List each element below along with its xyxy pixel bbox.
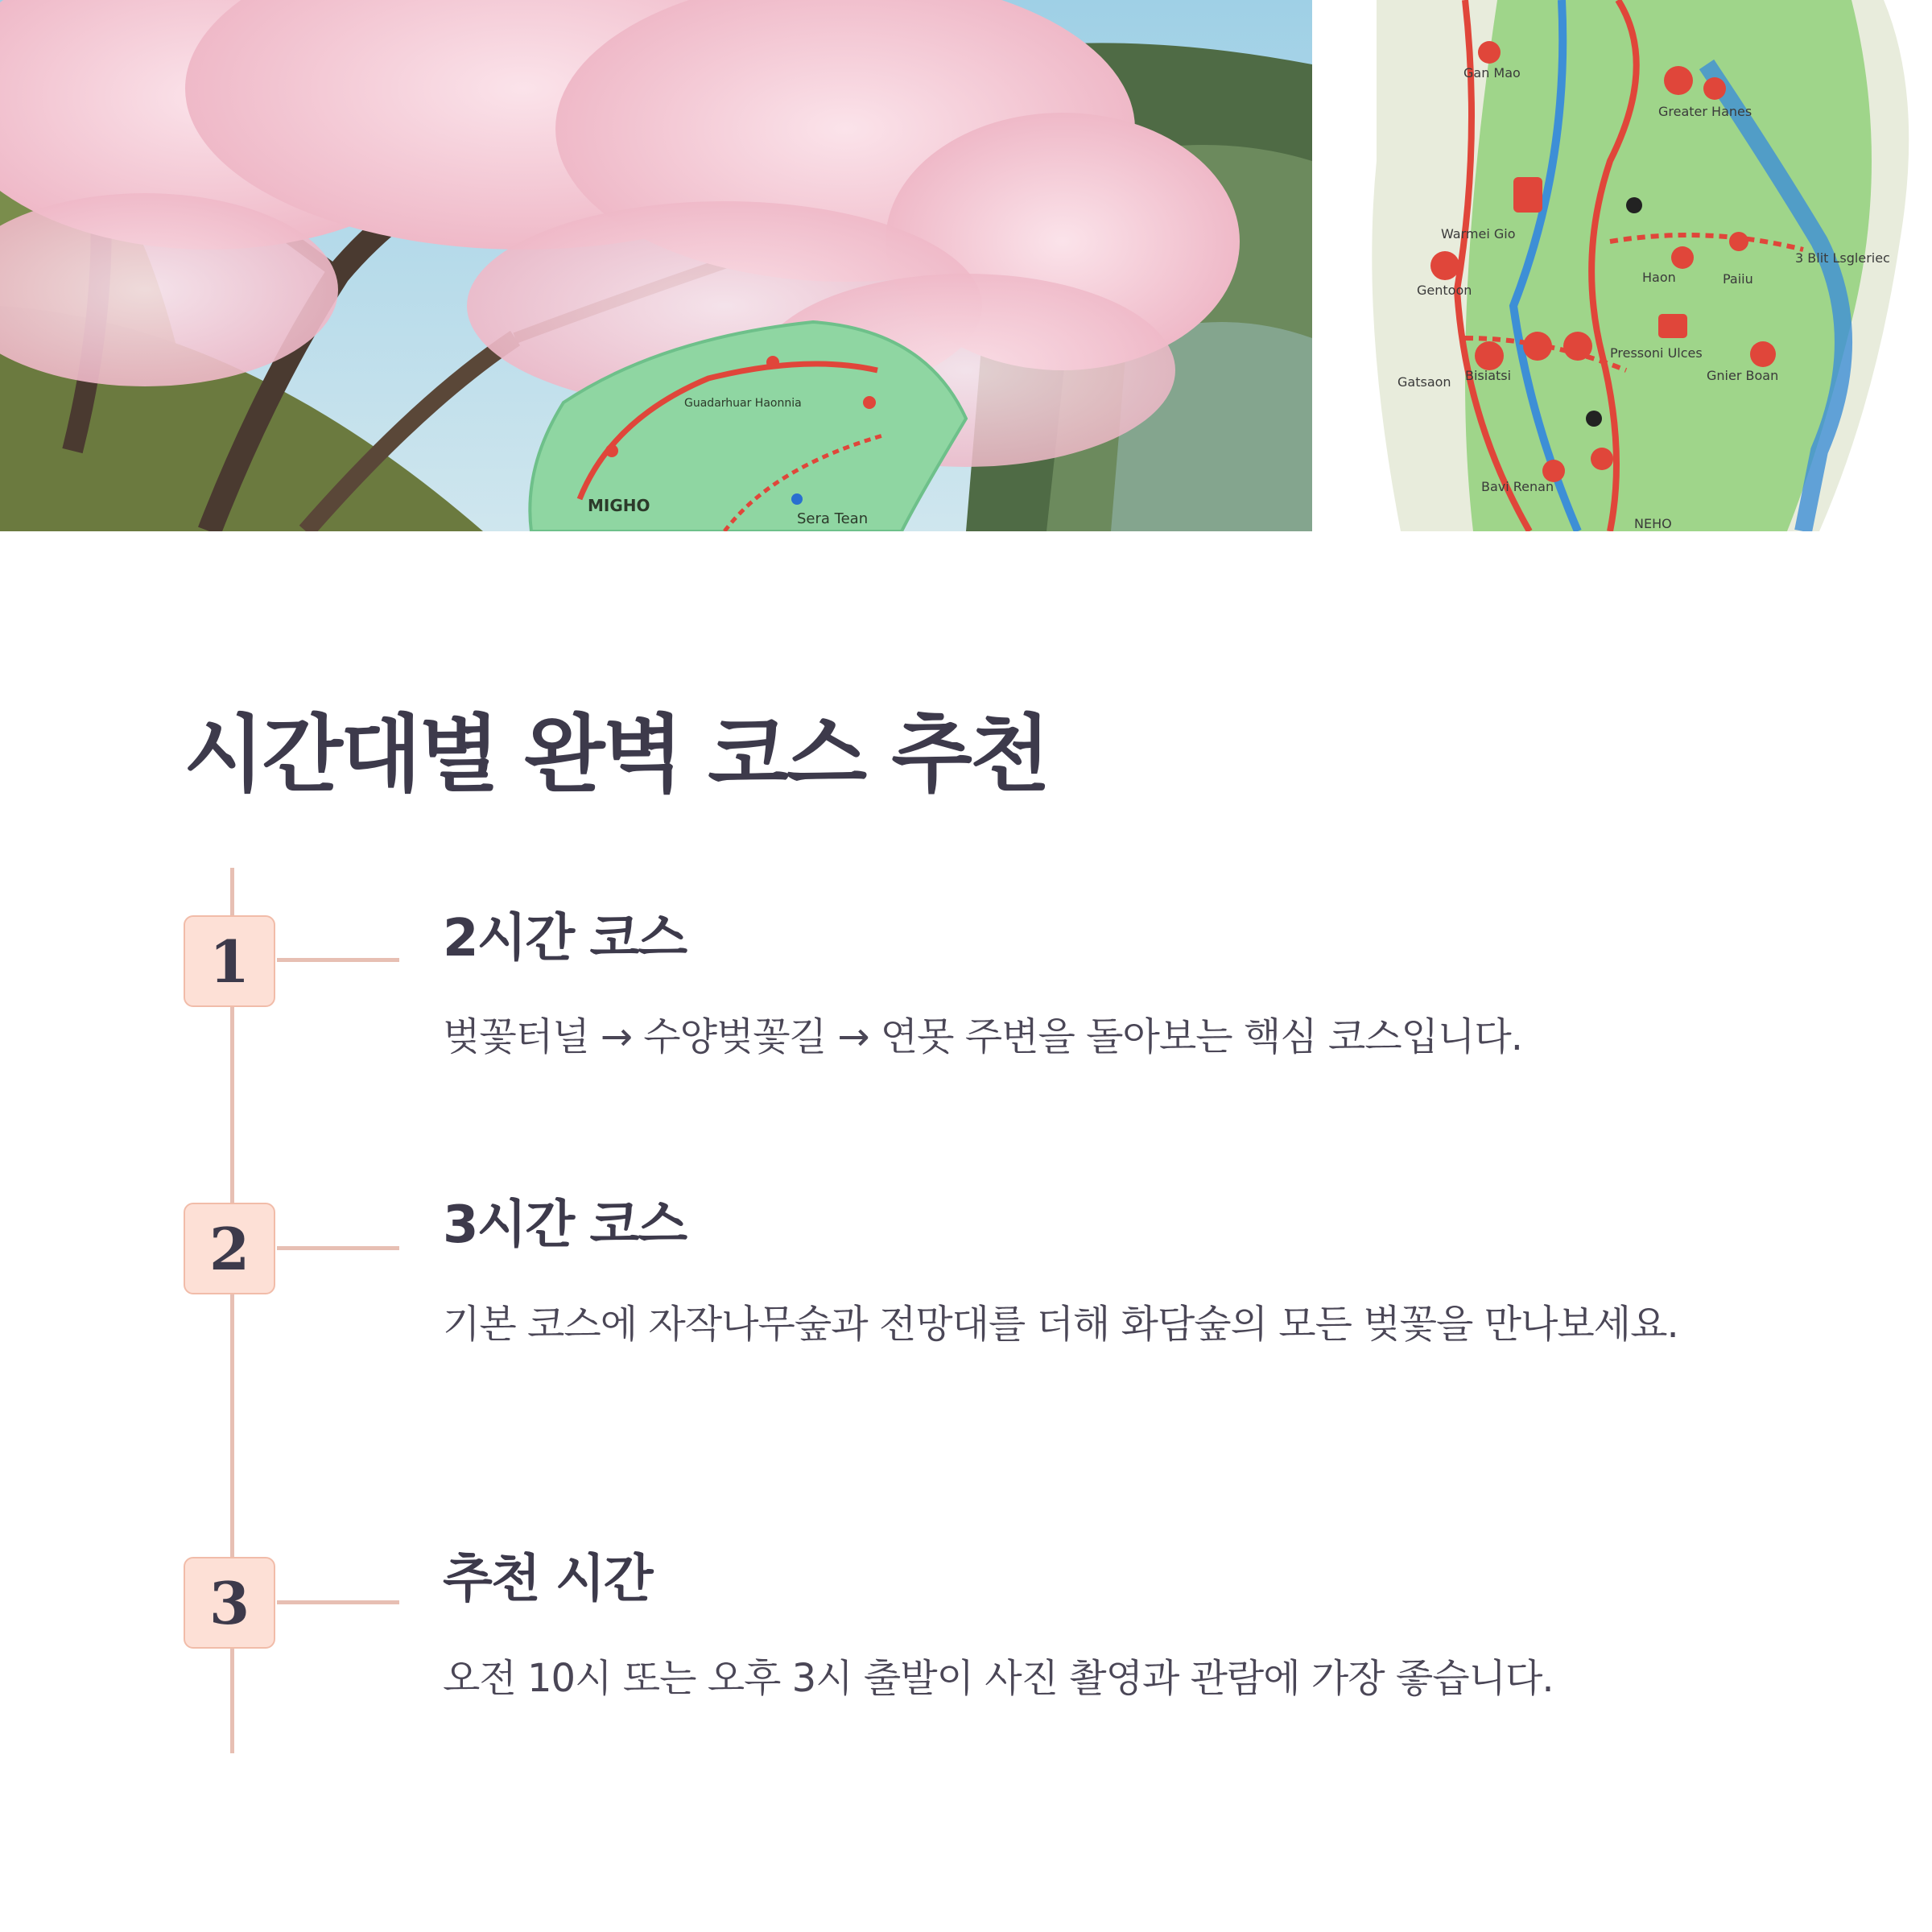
cherry-blossom-photo bbox=[0, 0, 1312, 531]
map-label-7: Bisiatsi bbox=[1465, 368, 1512, 383]
step-title: 2시간 코스 bbox=[443, 909, 687, 968]
map-label-0: Gan Mao bbox=[1463, 65, 1521, 80]
step-number-badge: 3 bbox=[184, 1557, 275, 1649]
map-label-3: Gentoon bbox=[1417, 283, 1472, 298]
step-connector bbox=[277, 1600, 399, 1604]
map-label-9: Gnier Boan bbox=[1707, 368, 1779, 383]
hero-images bbox=[0, 0, 1932, 531]
map-label-2: Warmei Gio bbox=[1441, 226, 1516, 242]
step-connector bbox=[277, 958, 399, 962]
map-label-12: NEHO bbox=[1634, 516, 1672, 531]
step-description: 오전 10시 또는 오후 3시 출발이 사진 촬영과 관람에 가장 좋습니다. bbox=[443, 1656, 1554, 1701]
inset-map-label-sera-tean: Sera Tean bbox=[797, 510, 869, 527]
step-title: 3시간 코스 bbox=[443, 1195, 687, 1255]
section-title: 시간대별 완벽 코스 추천 bbox=[184, 705, 1049, 803]
map-label-8: Pressoni Ulces bbox=[1610, 345, 1703, 361]
inset-map-label-migho: MIGHO bbox=[588, 496, 650, 515]
map-label-4: Haon bbox=[1642, 270, 1676, 285]
step-number-badge: 1 bbox=[184, 915, 275, 1007]
map-label-6: 3 Blit Lsgleriec bbox=[1795, 250, 1890, 266]
inset-map-label-guadarhuar: Guadarhuar Haonnia bbox=[684, 397, 802, 410]
step-description: 벚꽃터널 → 수양벚꽃길 → 연못 주변을 돌아보는 핵심 코스입니다. bbox=[443, 1014, 1522, 1059]
map-label-5: Paiiu bbox=[1723, 271, 1753, 287]
park-trail-map bbox=[1368, 0, 1932, 531]
step-connector bbox=[277, 1246, 399, 1250]
step-description: 기본 코스에 자작나무숲과 전망대를 더해 화담숲의 모든 벚꽃을 만나보세요. bbox=[443, 1302, 1678, 1347]
map-label-11: Bavi Renan bbox=[1481, 479, 1554, 494]
map-label-1: Greater Hanes bbox=[1658, 104, 1752, 119]
map-label-10: Gatsaon bbox=[1397, 374, 1451, 390]
step-number-badge: 2 bbox=[184, 1203, 275, 1294]
step-title: 추천 시간 bbox=[443, 1550, 652, 1609]
